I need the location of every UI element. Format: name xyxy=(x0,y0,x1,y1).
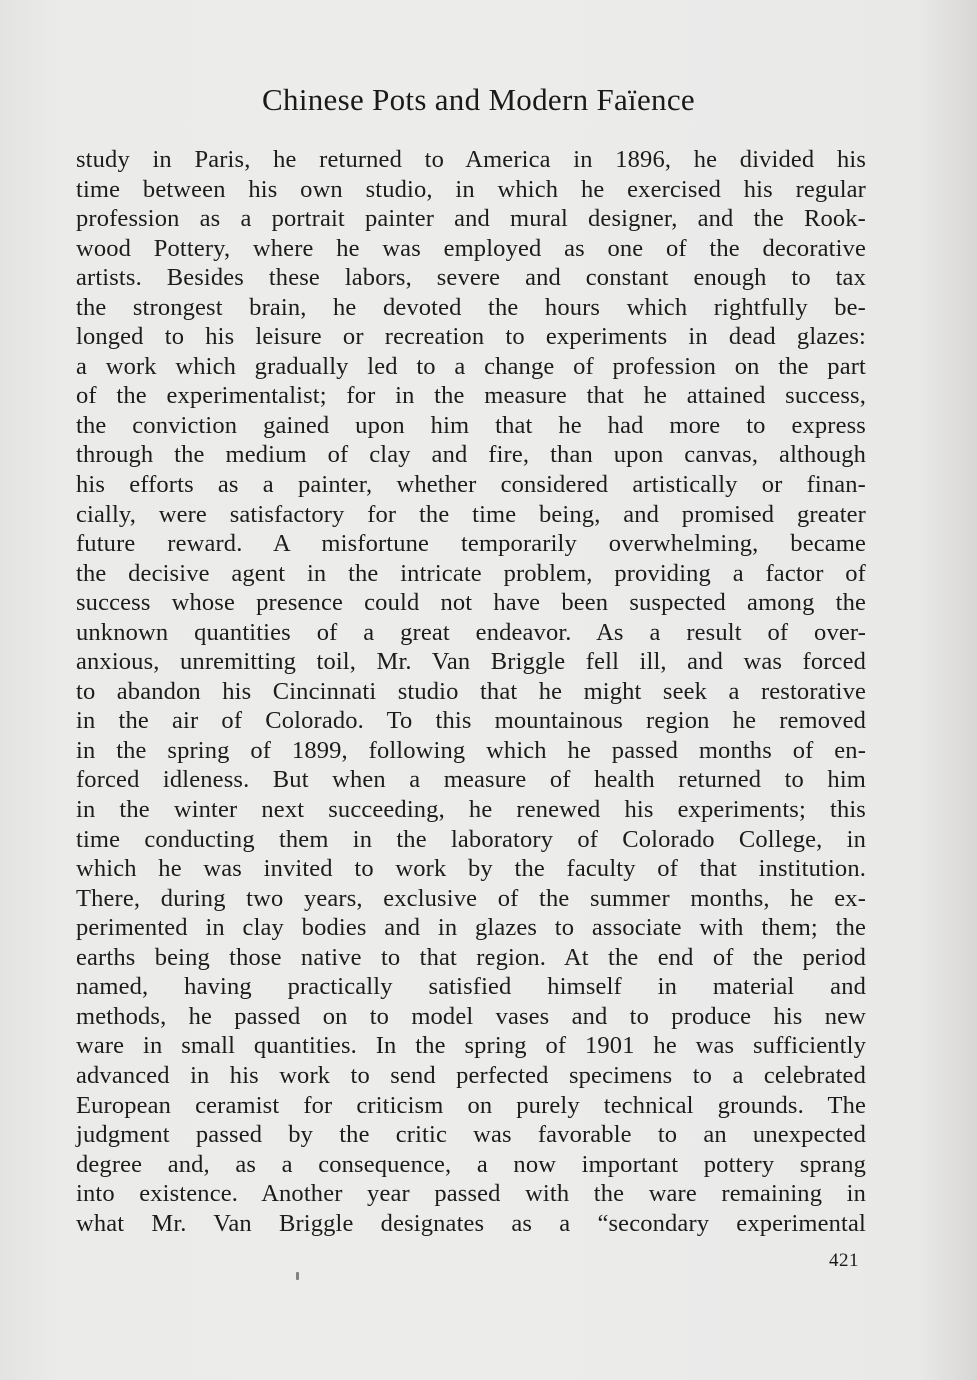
text-line: success whose presence could not have been suspected among the xyxy=(76,589,866,617)
text-line: the conviction gained upon him that he had more to express xyxy=(76,411,866,439)
text-line: what Mr. Van Briggle designates as a “secondary experimental xyxy=(76,1209,866,1237)
text-line: in the spring of 1899, following which he passed months of en- xyxy=(76,736,866,764)
text-line: advanced in his work to send perfected specimens to a celebrated xyxy=(76,1061,866,1089)
text-line: artists. Besides these labors, severe and constant enough to tax xyxy=(76,264,866,292)
text-line: perimented in clay bodies and in glazes to associate with them; the xyxy=(76,914,866,942)
text-line: time between his own studio, in which he exercised his regular xyxy=(76,175,866,203)
text-line: into existence. Another year passed with the ware remaining in xyxy=(76,1180,866,1208)
text-line: time conducting them in the laboratory of Colorado College, in xyxy=(76,825,866,853)
text-line: study in Paris, he returned to America in 1896, he divided his xyxy=(76,146,866,173)
text-line: in the winter next succeeding, he renewed his experiments; this xyxy=(76,796,866,824)
text-line: unknown quantities of a great endeavor. As a result of over- xyxy=(76,618,866,646)
text-line: through the medium of clay and fire, than upon canvas, although xyxy=(76,441,866,469)
text-line: longed to his leisure or recreation to experiments in dead glazes: xyxy=(76,323,866,351)
text-line: ware in small quantities. In the spring of 1901 he was sufficiently xyxy=(76,1032,866,1060)
print-speck xyxy=(296,1272,299,1280)
text-line: a work which gradually led to a change of profession on the part xyxy=(76,352,866,380)
text-line: wood Pottery, where he was employed as one of the decorative xyxy=(76,234,866,262)
text-line: which he was invited to work by the faculty of that institution. xyxy=(76,855,866,883)
text-line: his efforts as a painter, whether considered artistically or finan- xyxy=(76,471,866,499)
text-line: European ceramist for criticism on purely technical grounds. The xyxy=(76,1091,866,1119)
body-text xyxy=(76,145,866,1238)
text-line: anxious, unremitting toil, Mr. Van Briggle fell ill, and was forced xyxy=(76,648,866,676)
running-head: Chinese Pots and Modern Faïence xyxy=(262,82,695,117)
text-line: future reward. A misfortune temporarily overwhelming, became xyxy=(76,530,866,558)
text-line: named, having practically satisfied himself in material and xyxy=(76,973,866,1001)
text-line: profession as a portrait painter and mural designer, and the Rook- xyxy=(76,205,866,233)
page-edge-shading xyxy=(917,0,977,1380)
text-line: judgment passed by the critic was favorable to an unexpected xyxy=(76,1121,866,1149)
page-number: 421 xyxy=(829,1250,859,1271)
text-line: to abandon his Cincinnati studio that he might seek a restorative xyxy=(76,677,866,705)
text-line: methods, he passed on to model vases and to produce his new xyxy=(76,1002,866,1030)
text-line: the strongest brain, he devoted the hours which rightfully be- xyxy=(76,293,866,321)
text-line: cially, were satisfactory for the time being, and promised greater xyxy=(76,500,866,528)
text-line: forced idleness. But when a measure of health returned to him xyxy=(76,766,866,794)
text-line: earths being those native to that region. At the end of the period xyxy=(76,943,866,971)
text-line: of the experimentalist; for in the measure that he attained success, xyxy=(76,382,866,410)
text-line: in the air of Colorado. To this mountainous region he removed xyxy=(76,707,866,735)
text-line: There, during two years, exclusive of the summer months, he ex- xyxy=(76,884,866,912)
text-line: the decisive agent in the intricate problem, providing a factor of xyxy=(76,559,866,587)
text-line: degree and, as a consequence, a now important pottery sprang xyxy=(76,1150,866,1178)
